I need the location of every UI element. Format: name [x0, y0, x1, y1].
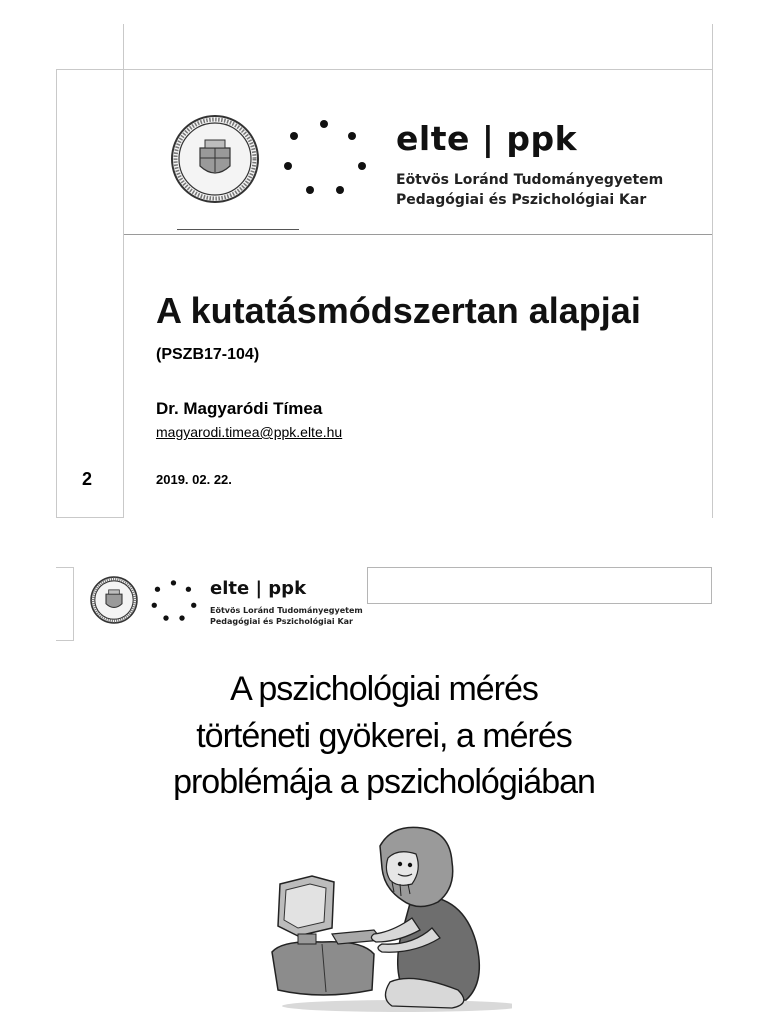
- faculty-name: Pedagógiai és Pszichológiai Kar: [210, 617, 353, 626]
- author-name: Dr. Magyaródi Tímea: [156, 399, 323, 418]
- slide2-frame-top-left: [56, 567, 74, 568]
- university-seal-icon: [170, 114, 260, 204]
- slide-heading-line: történeti gyökerei, a mérés: [196, 717, 572, 755]
- slide2-frame-bottom-left: [56, 640, 74, 641]
- course-code: (PSZB17-104): [156, 346, 260, 363]
- elte-dots-logo-icon: [150, 578, 198, 624]
- slide-heading-line: problémája a pszichológiában: [173, 763, 595, 801]
- slide1-frame-top: [56, 69, 712, 70]
- page-title: A kutatásmódszertan alapjai: [156, 290, 641, 331]
- elte-dots-logo-icon: [280, 116, 370, 200]
- brand-name: elte | ppk: [210, 578, 307, 599]
- slide2-sidebar-divider: [73, 567, 74, 641]
- slide1-frame-right: [712, 24, 713, 518]
- university-seal-icon: [90, 576, 138, 624]
- caveman-computer-illustration: [262, 822, 512, 1014]
- slide1-frame-bottom: [56, 517, 124, 518]
- university-name: Eötvös Loránd Tudományegyetem: [210, 606, 363, 615]
- slide-page-number: 2: [82, 469, 93, 489]
- faculty-name: Pedagógiai és Pszichológiai Kar: [396, 192, 647, 208]
- slide-heading-line: A pszichológiai mérés: [230, 670, 538, 708]
- slide1-header-divider: [124, 234, 712, 235]
- slide1-frame-left: [56, 69, 57, 518]
- presentation-date: 2019. 02. 22.: [156, 472, 232, 487]
- brand-name: elte | ppk: [396, 119, 578, 158]
- slide1-header-tab: [177, 229, 299, 230]
- university-name: Eötvös Loránd Tudományegyetem: [396, 172, 664, 188]
- author-email-link[interactable]: magyarodi.timea@ppk.elte.hu: [156, 424, 343, 440]
- slide2-header-box: [367, 567, 712, 604]
- slide1-sidebar-divider: [123, 24, 124, 518]
